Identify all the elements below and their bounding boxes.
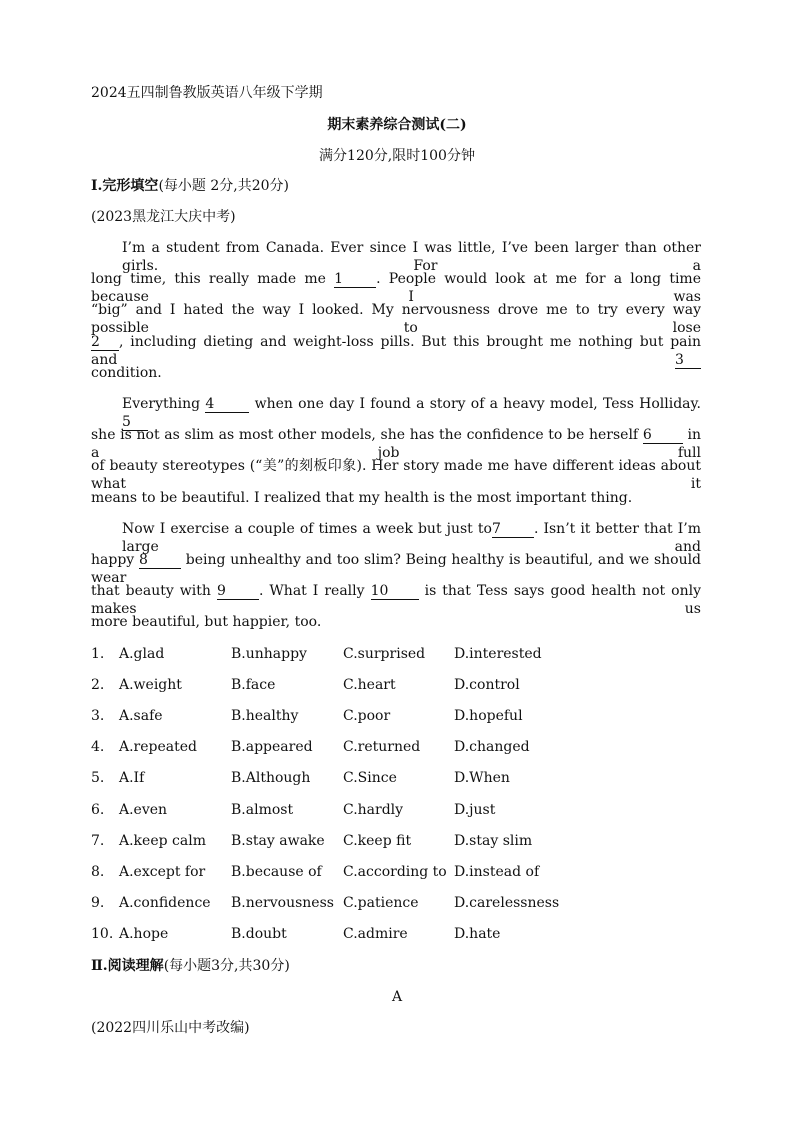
section2-note: (每小题3分,共30分) <box>163 958 290 974</box>
option-row <box>91 801 711 819</box>
option-a[interactable]: A.keep calm <box>119 833 206 849</box>
option-c[interactable]: C.returned <box>343 739 421 755</box>
blank-6[interactable]: 6 <box>643 427 683 444</box>
score-info: 满分120分,限时100分钟 <box>319 148 475 164</box>
option-c[interactable]: C.admire <box>343 926 408 942</box>
passage-line: I’m a student from Canada. Ever since I was little, I’ve been larger than other girls. For a <box>122 240 701 274</box>
passage-text: being unhealthy and too slim? Being healthy is beautiful, and we should wear <box>91 552 702 586</box>
option-c[interactable]: C.hardly <box>343 802 404 818</box>
blank-1[interactable]: 1 <box>334 271 376 288</box>
passage-line: of beauty stereotypes (“美”的刻板印象). Her story made me have different ideas about what it <box>91 458 701 492</box>
option-row <box>91 769 711 787</box>
passage-line: condition. <box>91 365 162 381</box>
option-d[interactable]: D.hopeful <box>454 708 523 724</box>
blank-3[interactable]: 3 <box>675 352 701 369</box>
option-d[interactable]: D.stay slim <box>454 833 533 849</box>
question-number: 1. <box>91 646 105 662</box>
passage-text: . People would look at me for a long time because I was <box>91 271 701 305</box>
option-row <box>91 676 711 694</box>
option-a[interactable]: A.except for <box>119 864 206 880</box>
option-d[interactable]: D.just <box>454 802 496 818</box>
option-d[interactable]: D.instead of <box>454 864 540 880</box>
option-b[interactable]: B.healthy <box>231 708 299 724</box>
passage-text: Everything <box>122 396 201 412</box>
option-b[interactable]: B.doubt <box>231 926 287 942</box>
passage-text: she is not as slim as most other models, she has the confidence to be herself <box>91 427 639 443</box>
option-d[interactable]: D.control <box>454 677 520 693</box>
option-b[interactable]: B.face <box>231 677 276 693</box>
passage-text: long time, this really made me <box>91 271 326 287</box>
option-a[interactable]: A.hope <box>119 926 169 942</box>
question-number: 2. <box>91 677 105 693</box>
option-b[interactable]: B.appeared <box>231 739 313 755</box>
blank-10[interactable]: 10 <box>371 583 419 600</box>
option-b[interactable]: B.unhappy <box>231 646 307 662</box>
passage-text: is that Tess says good health not only makes us <box>91 583 702 617</box>
blank-4[interactable]: 4 <box>205 396 249 413</box>
blank-5[interactable]: 5 <box>122 414 148 431</box>
passage-text: in a job full <box>91 427 702 461</box>
passage-text: when one day I found a story of a heavy model, Tess Holliday. <box>254 396 702 412</box>
option-c[interactable]: C.heart <box>343 677 396 693</box>
option-d[interactable]: D.interested <box>454 646 542 662</box>
option-b[interactable]: B.almost <box>231 802 294 818</box>
question-number: 4. <box>91 739 105 755</box>
option-a[interactable]: A.glad <box>119 646 165 662</box>
passage-line: “big” and I hated the way I looked. My nervousness drove me to try every way possible to lose <box>91 302 701 336</box>
passage-text: . What I really <box>258 583 365 599</box>
question-number: 6. <box>91 802 105 818</box>
option-c[interactable]: C.keep fit <box>343 833 412 849</box>
section2-heading <box>91 957 290 975</box>
option-a[interactable]: A.even <box>119 802 168 818</box>
option-b[interactable]: B.stay awake <box>231 833 325 849</box>
option-a[interactable]: A.repeated <box>119 739 198 755</box>
option-d[interactable]: D.hate <box>454 926 501 942</box>
option-row <box>91 832 711 850</box>
question-number: 3. <box>91 708 105 724</box>
blank-9[interactable]: 9 <box>217 583 259 600</box>
option-row <box>91 863 711 881</box>
option-row <box>91 738 711 756</box>
option-row <box>91 925 711 943</box>
option-a[interactable]: A.If <box>119 770 145 786</box>
option-b[interactable]: B.Although <box>231 770 311 786</box>
option-c[interactable]: C.according to <box>343 864 447 880</box>
question-number: 9. <box>91 895 105 911</box>
option-c[interactable]: C.poor <box>343 708 391 724</box>
option-row <box>91 645 711 663</box>
book-title: 2024五四制鲁教版英语八年级下学期 <box>91 85 323 101</box>
option-row <box>91 707 711 725</box>
passage-text: Now I exercise a couple of times a week but just to <box>122 521 492 537</box>
passage-line <box>91 333 701 369</box>
option-a[interactable]: A.safe <box>119 708 163 724</box>
question-number: 8. <box>91 864 105 880</box>
blank-8[interactable]: 8 <box>139 552 181 569</box>
passage-text: , including dieting and weight-loss pills. But this brought me nothing but pain and <box>91 334 701 368</box>
option-c[interactable]: C.patience <box>343 895 419 911</box>
option-c[interactable]: C.Since <box>343 770 397 786</box>
passage-text: that beauty with <box>91 583 211 599</box>
passage-line: means to be beautiful. I realized that my health is the most important thing. <box>91 490 633 506</box>
passage-text: happy <box>91 552 135 568</box>
passage-line: more beautiful, but happier, too. <box>91 614 322 630</box>
part-label: A <box>391 989 403 1005</box>
blank-2[interactable]: 2 <box>91 334 119 351</box>
option-a[interactable]: A.weight <box>119 677 182 693</box>
section1-title: Ⅰ.完形填空 <box>91 178 159 194</box>
section1-heading <box>91 177 289 195</box>
option-b[interactable]: B.nervousness <box>231 895 334 911</box>
blank-7[interactable]: 7 <box>492 521 534 538</box>
question-number: 10. <box>91 926 114 942</box>
section2-source: (2022四川乐山中考改编) <box>91 1020 250 1036</box>
option-d[interactable]: D.changed <box>454 739 530 755</box>
option-b[interactable]: B.because of <box>231 864 322 880</box>
exam-title: 期末素养综合测试(二) <box>327 117 467 133</box>
option-row <box>91 894 711 912</box>
passage-text: . Isn’t it better that I’m large and <box>122 521 701 555</box>
section1-source: (2023黑龙江大庆中考) <box>91 209 236 225</box>
option-a[interactable]: A.confidence <box>119 895 211 911</box>
question-number: 7. <box>91 833 105 849</box>
option-d[interactable]: D.When <box>454 770 510 786</box>
question-number: 5. <box>91 770 105 786</box>
section2-title: Ⅱ.阅读理解 <box>91 958 164 974</box>
option-d[interactable]: D.carelessness <box>454 895 560 911</box>
section1-note: (每小题 2分,共20分) <box>158 178 289 194</box>
option-c[interactable]: C.surprised <box>343 646 426 662</box>
